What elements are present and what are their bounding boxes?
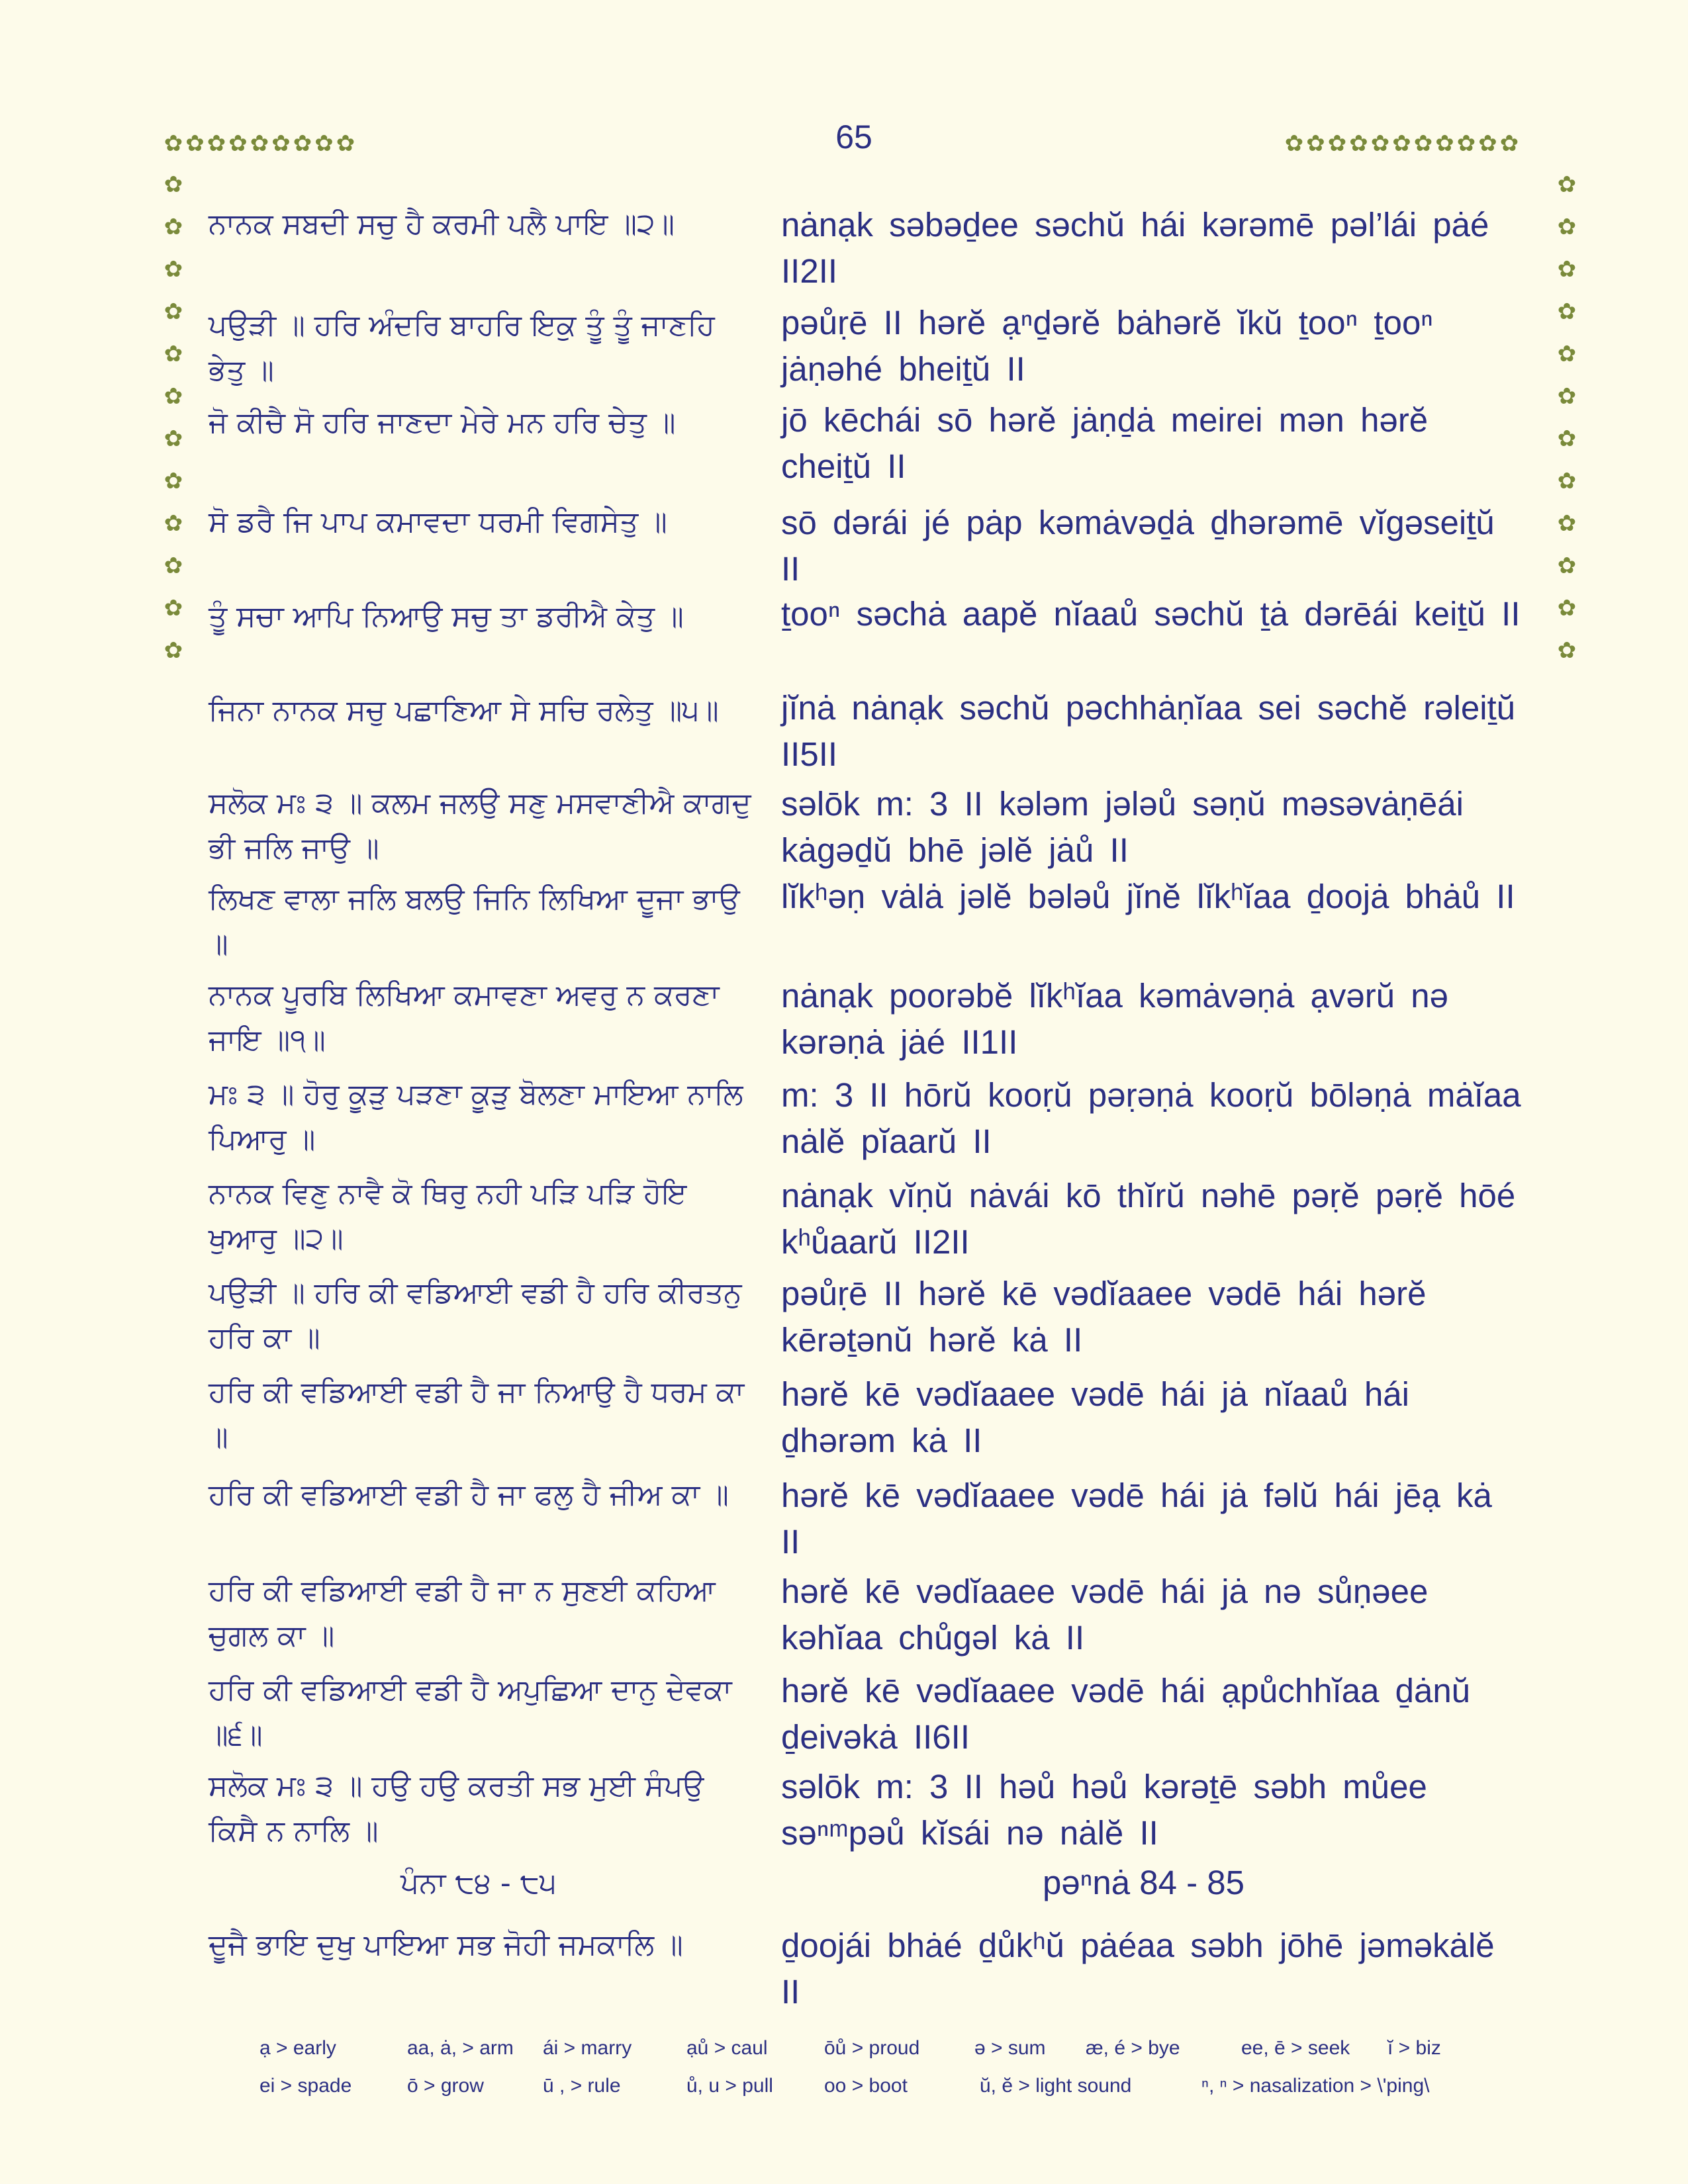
flower-ornament-icon: ✿: [1557, 256, 1577, 283]
gurmukhi-line: ਸਲੋਕ ਮਃ ੩ ॥ ਕਲਮ ਜਲਉ ਸਣੁ ਮਸਵਾਣੀਐ ਕਾਗਦੁ ਭੀ ਜਲਿ ਜਾਉ ॥: [209, 786, 751, 865]
legend-entry: ⁿ, ⁿ > nasalization > \'ping\: [1201, 2075, 1430, 2097]
transliteration-line: hərĕ kē vədĭaaee vədē hái jȧ fəlŭ hái jēạ kȧ II: [781, 1477, 1492, 1561]
gurmukhi-line: ਜਿਨਾ ਨਾਨਕ ਸਚੁ ਪਛਾਣਿਆ ਸੇ ਸਚਿ ਰਲੇਤੁ ॥੫॥: [209, 694, 719, 727]
flower-ornament-icon: ✿: [1456, 130, 1476, 157]
gurmukhi-line: ਹਰਿ ਕੀ ਵਡਿਆਈ ਵਡੀ ਹੈ ਜਾ ਫਲੁ ਹੈ ਜੀਅ ਕਾ ॥: [209, 1478, 729, 1512]
flower-ornament-icon: ✿: [164, 426, 183, 452]
flower-ornament-icon: ✿: [1306, 130, 1325, 157]
transliteration-line: m: 3 II hōrŭ kooṛŭ pəṛəṇȧ kooṛŭ bōləṇȧ mȧĭaa nȧlĕ pĭaarŭ II: [781, 1076, 1521, 1160]
gurmukhi-line: ਸਲੋਕ ਮਃ ੩ ॥ ਹਉ ਹਉ ਕਰਤੀ ਸਭ ਮੁਈ ਸੰਪਉ ਕਿਸੈ ਨ ਨਾਲਿ ॥: [209, 1769, 704, 1848]
gurmukhi-line: ਹਰਿ ਕੀ ਵਡਿਆਈ ਵਡੀ ਹੈ ਜਾ ਨ ਸੁਣਈ ਕਹਿਆ ਚੁਗਲ ਕਾ ॥: [209, 1574, 716, 1653]
transliteration-line: hərĕ kē vədĭaaee vədē hái jȧ nə sůṇəee kəhĭaa chůgəl kȧ II: [781, 1572, 1429, 1657]
legend-entry: æ, é > bye: [1086, 2037, 1180, 2059]
transliteration-line: nȧnạk səbəḏee səchŭ hái kərəmē pəl’lái pȧé II2II: [781, 206, 1489, 290]
legend-entry: ə > sum: [974, 2037, 1046, 2059]
transliteration-line: pəůṛē II hərĕ kē vədĭaaee vədē hái hərĕ kērəṯənŭ hərĕ kȧ II: [781, 1275, 1427, 1359]
flower-ornament-icon: ✿: [164, 130, 183, 157]
legend-entry: ạů > caul: [686, 2037, 768, 2059]
legend-entry: ōů > proud: [824, 2037, 920, 2059]
flower-ornament-icon: ✿: [1499, 130, 1519, 157]
transliteration-line: jō kēchái sō hərĕ jȧṇḏȧ meirei mən hərĕ cheiṯŭ II: [781, 401, 1429, 485]
flower-ornament-icon: ✿: [228, 130, 248, 157]
transliteration-line: hərĕ kē vədĭaaee vədē hái ạpůchhĭaa ḏȧnŭ ḏeivəkȧ II6II: [781, 1672, 1471, 1756]
flower-ornament-icon: ✿: [1557, 510, 1577, 537]
gurmukhi-line: ਦੂਜੈ ਭਾਇ ਦੁਖੁ ਪਾਇਆ ਸਭ ਜੋਹੀ ਜਮਕਾਲਿ ॥: [209, 1928, 683, 1962]
legend-entry: ạ > early: [259, 2037, 336, 2059]
gurmukhi-line: ਨਾਨਕ ਸਬਦੀ ਸਚੁ ਹੈ ਕਰਮੀ ਪਲੈ ਪਾਇ ॥੨॥: [209, 207, 675, 241]
legend-entry: ŭ, ĕ > light sound: [980, 2075, 1132, 2097]
transliteration-line: lĭkʰəṇ vȧlȧ jəlĕ bələů jĭnĕ lĭkʰĭaa ḏoojȧ bhȧů II: [781, 878, 1515, 915]
flower-ornament-icon: ✿: [164, 553, 183, 579]
flower-ornament-icon: ✿: [1435, 130, 1454, 157]
transliteration-line: jĭnȧ nȧnạk səchŭ pəchhȧṇĭaa sei səchĕ rəleiṯŭ II5II: [781, 689, 1516, 773]
gurmukhi-line: ਸੋ ਡਰੈ ਜਿ ਪਾਪ ਕਮਾਵਦਾ ਧਰਮੀ ਵਿਗਸੇਤੁ ॥: [209, 505, 667, 539]
gurmukhi-line: ਨਾਨਕ ਪੂਰਬਿ ਲਿਖਿਆ ਕਮਾਵਣਾ ਅਵਰੁ ਨ ਕਰਣਾ ਜਾਇ ॥੧॥: [209, 978, 720, 1057]
legend-entry: ō > grow: [407, 2075, 484, 2097]
gurmukhi-line: ਜੋ ਕੀਚੈ ਸੋ ਹਰਿ ਜਾਣਦਾ ਮੇਰੇ ਮਨ ਹਰਿ ਚੇਤੁ ॥: [209, 406, 676, 439]
flower-ornament-icon: ✿: [1557, 595, 1577, 621]
gurmukhi-line: ਹਰਿ ਕੀ ਵਡਿਆਈ ਵਡੀ ਹੈ ਅਪੁਛਿਆ ਦਾਨੁ ਦੇਵਕਾ ॥੬॥: [209, 1673, 732, 1752]
flower-ornament-icon: ✿: [164, 595, 183, 621]
flower-ornament-icon: ✿: [250, 130, 269, 157]
flower-ornament-icon: ✿: [314, 130, 334, 157]
flower-ornament-icon: ✿: [1327, 130, 1347, 157]
flower-ornament-icon: ✿: [1478, 130, 1497, 157]
gurmukhi-line: ਮਃ ੩ ॥ ਹੋਰੁ ਕੂੜੁ ਪੜਣਾ ਕੂੜੁ ਬੋਲਣਾ ਮਾਇਆ ਨਾਲਿ ਪਿਆਰੁ ॥: [209, 1077, 743, 1156]
page-caption-translit: pəⁿnȧ 84 - 85: [1043, 1864, 1245, 1901]
flower-ornament-icon: ✿: [1557, 214, 1577, 240]
transliteration-line: nȧnạk poorəbĕ lĭkʰĭaa kəmȧvəṇȧ ạvərŭ nə kərəṇȧ jȧé II1II: [781, 977, 1449, 1061]
flower-ornament-icon: ✿: [164, 468, 183, 494]
flower-ornament-icon: ✿: [293, 130, 312, 157]
flower-ornament-icon: ✿: [1284, 130, 1304, 157]
flower-ornament-icon: ✿: [164, 256, 183, 283]
flower-ornament-icon: ✿: [1370, 130, 1390, 157]
flower-ornament-icon: ✿: [1557, 298, 1577, 325]
transliteration-line: ḏoojái bhȧé ḏůkʰŭ pȧéaa səbh jōhē jəməkȧlĕ II: [781, 1927, 1495, 2011]
legend-entry: ū , > rule: [543, 2075, 621, 2097]
flower-ornament-icon: ✿: [164, 383, 183, 410]
transliteration-line: pəůṛē II hərĕ ạⁿḏərĕ bȧhərĕ ĭkŭ ṯooⁿ ṯooⁿ jȧṇəhé bheiṯŭ II: [781, 304, 1433, 388]
flower-ornament-icon: ✿: [185, 130, 205, 157]
flower-ornament-icon: ✿: [1557, 383, 1577, 410]
legend-entry: ĭ > biz: [1387, 2037, 1441, 2059]
page-caption-gurmukhi: ਪੰਨਾ ੮੪ - ੮੫: [400, 1866, 557, 1900]
gurmukhi-line: ਲਿਖਣ ਵਾਲਾ ਜਲਿ ਬਲਉ ਜਿਨਿ ਲਿਖਿਆ ਦੂਜਾ ਭਾਉ ॥: [209, 882, 740, 961]
flower-ornament-icon: ✿: [164, 214, 183, 240]
legend-entry: ái > marry: [543, 2037, 632, 2059]
legend-entry: ů, u > pull: [686, 2075, 773, 2097]
gurmukhi-line: ਹਰਿ ਕੀ ਵਡਿਆਈ ਵਡੀ ਹੈ ਜਾ ਨਿਆਉ ਹੈ ਧਰਮ ਕਾ ॥: [209, 1375, 745, 1454]
flower-ornament-icon: ✿: [1557, 341, 1577, 367]
flower-ornament-icon: ✿: [164, 298, 183, 325]
legend-entry: oo > boot: [824, 2075, 908, 2097]
legend-entry: ee, ē > seek: [1241, 2037, 1350, 2059]
flower-ornament-icon: ✿: [1557, 426, 1577, 452]
flower-ornament-icon: ✿: [164, 171, 183, 198]
legend-entry: aa, ȧ, > arm: [407, 2037, 514, 2059]
legend-entry: ei > spade: [259, 2075, 352, 2097]
flower-ornament-icon: ✿: [271, 130, 291, 157]
transliteration-line: ṯooⁿ səchȧ aapĕ nĭaaů səchŭ ṯȧ dərēái keiṯŭ II: [781, 595, 1521, 633]
flower-ornament-icon: ✿: [207, 130, 226, 157]
gurmukhi-line: ਪਉੜੀ ॥ ਹਰਿ ਅੰਦਰਿ ਬਾਹਰਿ ਇਕੁ ਤੂੰ ਤੂੰ ਜਾਣਹਿ ਭੇਤੁ ॥: [209, 308, 715, 387]
flower-ornament-icon: ✿: [164, 341, 183, 367]
flower-ornament-icon: ✿: [336, 130, 355, 157]
transliteration-line: nȧnạk vĭṇŭ nȧvái kō thĭrŭ nəhē pəṛĕ pəṛĕ hōé kʰůaarŭ II2II: [781, 1177, 1516, 1261]
page-number: 65: [835, 118, 872, 156]
gurmukhi-line: ਪਉੜੀ ॥ ਹਰਿ ਕੀ ਵਡਿਆਈ ਵਡੀ ਹੈ ਹਰਿ ਕੀਰਤਨੁ ਹਰਿ ਕਾ ॥: [209, 1276, 742, 1355]
flower-ornament-icon: ✿: [1557, 637, 1577, 664]
gurmukhi-line: ਤੂੰ ਸਚਾ ਆਪਿ ਨਿਆਉ ਸਚੁ ਤਾ ਡਰੀਐ ਕੇਤੁ ॥: [209, 600, 684, 633]
flower-ornament-icon: ✿: [164, 637, 183, 664]
flower-ornament-icon: ✿: [164, 510, 183, 537]
flower-ornament-icon: ✿: [1413, 130, 1433, 157]
flower-ornament-icon: ✿: [1557, 468, 1577, 494]
transliteration-line: sō dərái jé pȧp kəmȧvəḏȧ ḏhərəmē vĭgəseiṯŭ II: [781, 504, 1495, 588]
flower-ornament-icon: ✿: [1349, 130, 1368, 157]
transliteration-line: səlōk m: 3 II kələm jələů səṇŭ məsəvȧṇēái kȧgəḏŭ bhē jəlĕ jȧů II: [781, 785, 1464, 869]
flower-ornament-icon: ✿: [1392, 130, 1411, 157]
flower-ornament-icon: ✿: [1557, 553, 1577, 579]
flower-ornament-icon: ✿: [1557, 171, 1577, 198]
gurmukhi-line: ਨਾਨਕ ਵਿਣੁ ਨਾਵੈ ਕੋ ਥਿਰੁ ਨਹੀ ਪੜਿ ਪੜਿ ਹੋਇ ਖੁਆਰੁ ॥੨॥: [209, 1177, 687, 1255]
transliteration-line: hərĕ kē vədĭaaee vədē hái jȧ nĭaaů hái ḏhərəm kȧ II: [781, 1375, 1410, 1459]
transliteration-line: səlōk m: 3 II həů həů kərəṯē səbh můee səⁿᵐpəů kĭsái nə nȧlĕ II: [781, 1768, 1427, 1852]
